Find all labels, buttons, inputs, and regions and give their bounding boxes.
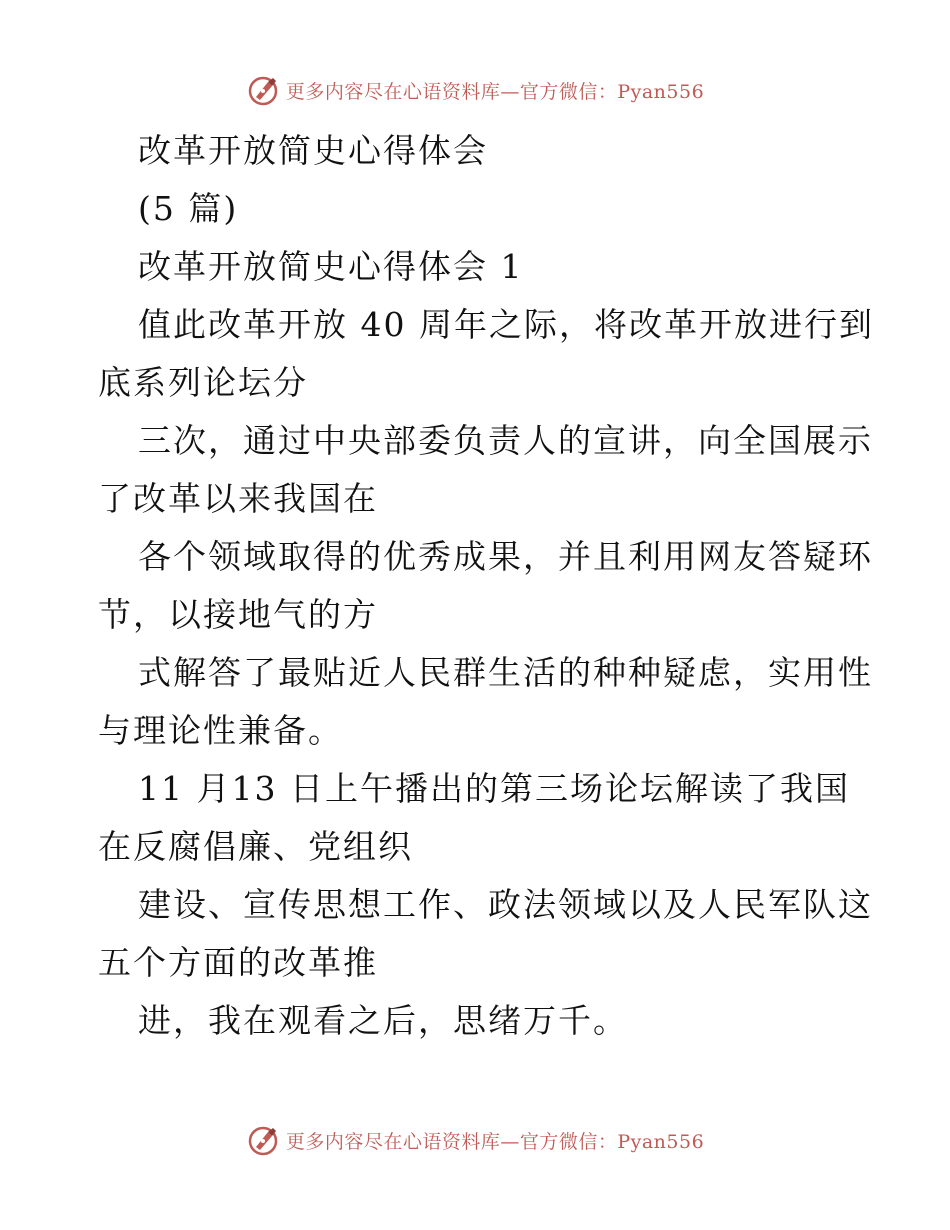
paragraph-line: 与理论性兼备。 — [98, 711, 343, 750]
section-heading: 改革开放简史心得体会 1 — [138, 247, 524, 286]
paragraph-line: 在反腐倡廉、党组织 — [98, 827, 413, 866]
paragraph-line: 节，以接地气的方 — [98, 595, 378, 634]
banner-text: 更多内容尽在心语资料库—官方微信：Pyan556 — [285, 80, 705, 103]
pen-nib-logo-icon — [246, 73, 280, 107]
paragraph-line: 建设、宣传思想工作、政法领域以及人民军队这 — [138, 885, 873, 924]
paragraph-line: 底系列论坛分 — [98, 363, 308, 402]
header-banner — [0, 70, 950, 110]
paragraph-line: 三次，通过中央部委负责人的宣讲，向全国展示 — [138, 421, 873, 460]
paragraph-line: 值此改革开放 40 周年之际，将改革开放进行到 — [138, 305, 874, 344]
paragraph-line: 进，我在观看之后，思绪万千。 — [138, 1001, 628, 1040]
paragraph-line: 了改革以来我国在 — [98, 479, 378, 518]
banner-text: 更多内容尽在心语资料库—官方微信：Pyan556 — [285, 1130, 705, 1153]
document-title: 改革开放简史心得体会 — [138, 131, 488, 170]
document-body — [98, 122, 874, 1050]
paragraph-line: 式解答了最贴近人民群生活的种种疑虑，实用性 — [138, 653, 873, 692]
footer-banner — [0, 1120, 950, 1160]
document-subtitle: (5 篇) — [138, 189, 239, 228]
pen-nib-logo-icon — [246, 1123, 280, 1157]
paragraph-line: 11 月13 日上午播出的第三场论坛解读了我国 — [138, 769, 850, 808]
paragraph-line: 各个领域取得的优秀成果，并且利用网友答疑环 — [138, 537, 873, 576]
paragraph-line: 五个方面的改革推 — [98, 943, 378, 982]
